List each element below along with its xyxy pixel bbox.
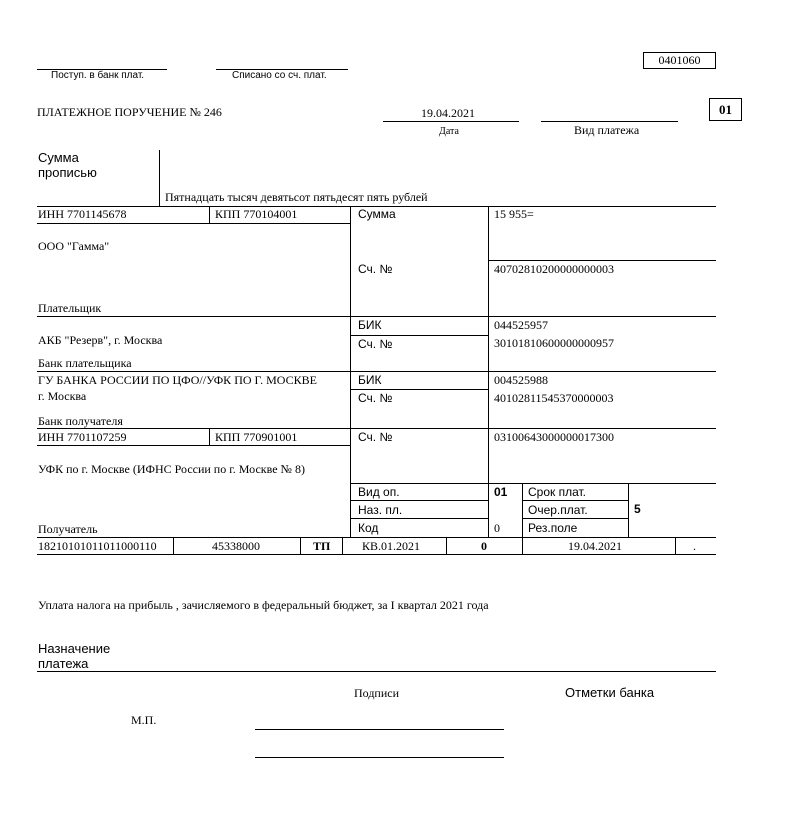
date-label: Дата — [439, 126, 459, 137]
grid-line — [37, 445, 350, 446]
grid-line — [350, 206, 351, 537]
recipient-bank-label: Банк получателя — [38, 414, 123, 428]
grid-line — [522, 537, 523, 554]
grid-line — [488, 206, 489, 316]
status-code: 01 — [719, 101, 732, 117]
recipient-account-label: Сч. № — [358, 430, 393, 444]
purpose-label-1: Назначение — [38, 641, 111, 656]
payment-type-field: . — [693, 539, 696, 553]
payer-account-label: Сч. № — [358, 262, 393, 276]
recipient-bank-name-1: ГУ БАНКА РОССИИ ПО ЦФО//УФК ПО Г. МОСКВЕ — [38, 373, 317, 387]
op-type-value: 01 — [494, 485, 508, 499]
form-code-box — [643, 52, 716, 69]
grid-line — [37, 537, 716, 538]
payer-sum-label: Сумма — [358, 207, 396, 221]
grid-line — [37, 554, 716, 555]
amount-words-label-2: прописью — [38, 165, 97, 180]
document-date: 19.04.2021 — [421, 106, 475, 120]
grid-line — [446, 537, 447, 554]
recipient-inn: ИНН 7701107259 — [38, 430, 127, 444]
recipient-label: Получатель — [38, 522, 98, 536]
grid-line — [209, 428, 210, 445]
payer-kpp: КПП 770104001 — [215, 207, 298, 221]
purpose-text: Уплата налога на прибыль , зачисляемого в федеральный бюджет, за I квартал 2021 года — [38, 598, 489, 612]
grid-line — [488, 483, 489, 537]
reserve-label: Рез.поле — [528, 521, 578, 535]
code-label: Код — [358, 521, 379, 535]
tax-period: КВ.01.2021 — [362, 539, 421, 553]
received-label: Поступ. в банк плат. — [51, 70, 145, 81]
recipient-name: УФК по г. Москве (ИФНС России по г. Москве № 8) — [38, 462, 305, 476]
amount-words-divider — [159, 150, 160, 206]
code-value: 0 — [494, 521, 500, 535]
signatures-label: Подписи — [354, 686, 400, 700]
purpose-code-label: Наз. пл. — [358, 503, 403, 517]
payer-label: Плательщик — [38, 301, 102, 315]
grid-line — [488, 316, 489, 483]
grid-line — [628, 483, 629, 537]
op-type-label: Вид оп. — [358, 485, 400, 499]
amount-words-value: Пятнадцать тысяч девятьсот пятьдесят пять рублей — [165, 190, 428, 204]
doc-date: 19.04.2021 — [568, 539, 622, 553]
payment-type-label: Вид платежа — [574, 123, 640, 137]
grid-line — [350, 335, 488, 336]
grid-line — [522, 518, 628, 519]
payer-inn: ИНН 7701145678 — [38, 207, 127, 221]
recipient-bank-bik-label: БИК — [358, 373, 382, 387]
grid-line — [350, 483, 716, 484]
grid-line — [37, 223, 350, 224]
grid-line — [488, 260, 716, 261]
payer-bank-bik-value: 044525957 — [494, 318, 548, 332]
grid-line — [209, 206, 210, 223]
recipient-kpp: КПП 770901001 — [215, 430, 298, 444]
document-title: ПЛАТЕЖНОЕ ПОРУЧЕНИЕ № 246 — [37, 105, 222, 119]
payer-bank-name: АКБ "Резерв", г. Москва — [38, 333, 163, 347]
grid-line — [350, 500, 488, 501]
grid-line — [350, 518, 488, 519]
signature-line-1 — [255, 729, 504, 730]
recipient-bank-bik-value: 004525988 — [494, 373, 548, 387]
priority-label: Очер.плат. — [528, 503, 588, 517]
grid-line — [522, 500, 628, 501]
payer-bank-account-value: 30101810600000000957 — [494, 336, 614, 350]
payer-account-value: 40702810200000000003 — [494, 262, 614, 276]
grid-line — [37, 316, 716, 317]
date-line — [383, 121, 519, 122]
grid-line — [37, 428, 716, 429]
payer-bank-bik-label: БИК — [358, 318, 382, 332]
grid-line — [342, 537, 343, 554]
recipient-bank-account-value: 40102811545370000003 — [494, 391, 614, 405]
payer-name: ООО "Гамма" — [38, 239, 110, 253]
recipient-bank-name-2: г. Москва — [38, 389, 87, 403]
payer-sum-value: 15 955= — [494, 207, 534, 221]
grid-line — [522, 483, 523, 537]
recipient-account-value: 03100643000000017300 — [494, 430, 614, 444]
purpose-line — [37, 671, 716, 672]
grid-line — [350, 389, 488, 390]
debited-label: Списано со сч. плат. — [232, 70, 327, 81]
stamp-label: М.П. — [131, 713, 157, 727]
grid-line — [37, 371, 716, 372]
status-code-box — [709, 98, 742, 121]
kbk: 18210101011011000110 — [38, 539, 157, 553]
payer-bank-label: Банк плательщика — [38, 356, 132, 370]
deadline-label: Срок плат. — [528, 485, 587, 499]
bank-marks-label: Отметки банка — [565, 685, 655, 700]
recipient-bank-account-label: Сч. № — [358, 391, 393, 405]
form-code: 0401060 — [658, 53, 701, 67]
purpose-label-2: платежа — [38, 656, 89, 671]
doc-number: 0 — [481, 539, 487, 553]
grid-line — [300, 537, 301, 554]
payment-basis: ТП — [313, 539, 331, 553]
priority-value: 5 — [634, 502, 641, 516]
payment-type-line — [541, 121, 678, 122]
grid-line — [675, 537, 676, 554]
signature-line-2 — [255, 757, 504, 758]
payer-bank-account-label: Сч. № — [358, 337, 393, 351]
grid-line — [173, 537, 174, 554]
oktmo: 45338000 — [212, 539, 260, 553]
amount-words-label-1: Сумма — [38, 150, 79, 165]
